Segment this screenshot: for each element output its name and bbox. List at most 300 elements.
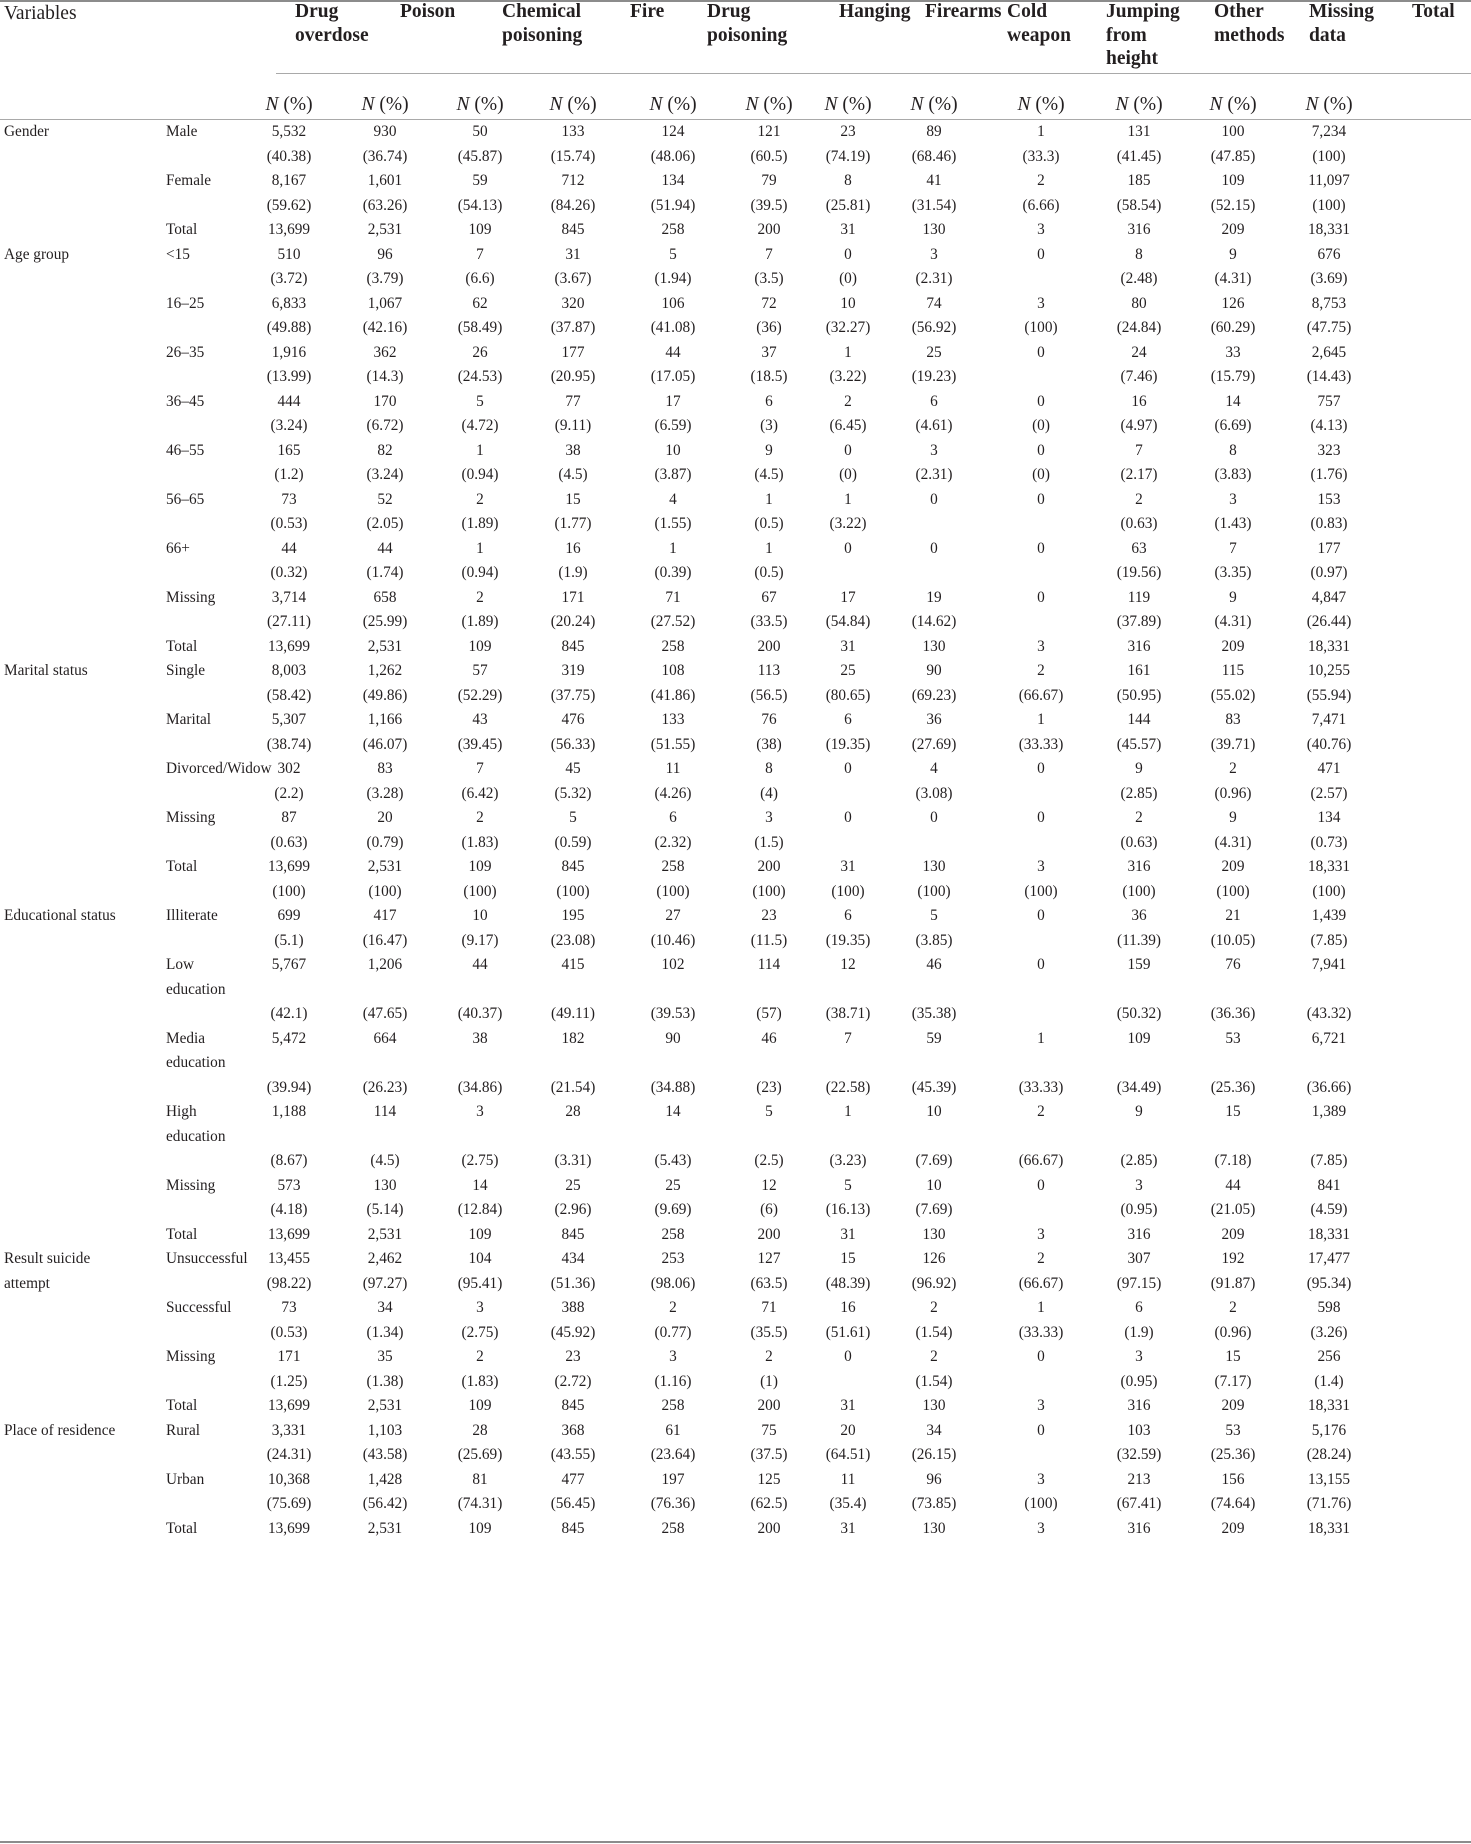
row-label: Illiterate — [166, 907, 218, 924]
count-cell: 510 — [277, 245, 301, 263]
count-cell: 213 — [1127, 1470, 1151, 1488]
row-label: Urban — [166, 1470, 205, 1488]
count-cell: 24 — [1131, 343, 1147, 361]
count-cell: 209 — [1221, 1519, 1245, 1537]
percent-cell: (24.53) — [457, 368, 503, 385]
count-cell: 53 — [1225, 1029, 1241, 1047]
count-cell: 76 — [1225, 956, 1241, 973]
percent-cell: (0.32) — [270, 564, 308, 581]
count-cell: 109 — [1221, 172, 1245, 189]
count-cell: 134 — [1317, 809, 1341, 826]
row-label: education — [166, 1054, 226, 1071]
percent-cell: (47.75) — [1306, 319, 1352, 336]
count-cell: 23 — [565, 1348, 581, 1365]
count-cell: 3 — [1135, 1348, 1143, 1365]
percent-cell: (1.38) — [366, 1372, 404, 1390]
count-cell: 124 — [661, 123, 685, 140]
count-cell: 35 — [377, 1348, 393, 1365]
percent-cell: (36.74) — [362, 147, 408, 165]
percent-cell: (66.67) — [1018, 686, 1064, 704]
count-cell: 15 — [1225, 1103, 1241, 1120]
count-cell: 2 — [765, 1348, 773, 1365]
count-cell: 476 — [561, 711, 585, 728]
count-cell: 316 — [1127, 221, 1151, 238]
count-cell: 113 — [757, 662, 781, 679]
percent-cell: (56.5) — [750, 686, 788, 704]
percent-cell: (32.59) — [1116, 1446, 1162, 1463]
percent-cell: (2.2) — [274, 784, 304, 802]
percent-cell: (3.87) — [654, 466, 692, 483]
percent-cell: (68.46) — [911, 147, 957, 165]
percent-cell: (35.5) — [750, 1323, 788, 1341]
row-label: Missing — [166, 809, 216, 826]
count-cell: 1 — [765, 539, 773, 557]
count-cell: 2 — [1135, 809, 1143, 826]
count-cell: 3 — [765, 809, 773, 826]
count-cell: 0 — [844, 1348, 852, 1365]
percent-cell: (0.63) — [1120, 833, 1158, 851]
count-cell: 845 — [561, 1225, 585, 1243]
percent-cell: (0.73) — [1310, 833, 1348, 851]
percent-cell: (31.54) — [911, 196, 957, 214]
count-cell: 316 — [1127, 637, 1151, 655]
percent-cell: (4.31) — [1214, 270, 1252, 287]
count-cell: 73 — [281, 1299, 297, 1316]
percent-cell: (1.9) — [1124, 1323, 1154, 1341]
count-cell: 2,531 — [367, 858, 403, 875]
count-cell: 200 — [757, 1225, 781, 1243]
percent-cell: (23) — [756, 1078, 782, 1096]
count-cell: 1 — [1037, 711, 1045, 728]
percent-cell: (33.33) — [1018, 735, 1064, 753]
percent-cell: (5.43) — [654, 1152, 692, 1169]
percent-cell: (17.05) — [650, 368, 696, 385]
count-cell: 2 — [930, 1299, 938, 1316]
percent-cell: (22.58) — [825, 1078, 871, 1096]
row-label: Divorced/Widow — [166, 760, 272, 777]
column-header: poisoning — [502, 24, 583, 46]
count-cell: 1,428 — [367, 1470, 403, 1488]
count-cell: 209 — [1221, 1225, 1245, 1243]
percent-cell: (40.37) — [457, 1005, 503, 1022]
count-cell: 5,472 — [271, 1029, 307, 1047]
count-cell: 2,531 — [367, 1519, 403, 1537]
percent-cell: (10.05) — [1210, 931, 1256, 949]
count-cell: 417 — [373, 907, 397, 924]
count-cell: 258 — [661, 1225, 685, 1243]
percent-cell: (51.61) — [825, 1323, 871, 1341]
count-cell: 0 — [1037, 907, 1045, 924]
count-cell: 31 — [565, 245, 581, 263]
count-cell: 3 — [1135, 1176, 1143, 1194]
count-cell: 13,699 — [267, 637, 311, 655]
percent-cell: (6.66) — [1022, 196, 1060, 214]
percent-cell: (100) — [1312, 196, 1346, 214]
count-cell: 699 — [277, 907, 301, 924]
count-cell: 100 — [1221, 123, 1245, 140]
count-cell: 4 — [669, 490, 677, 508]
percent-cell: (97.15) — [1116, 1274, 1162, 1292]
percent-cell: (100) — [1312, 882, 1346, 900]
count-cell: 2 — [476, 809, 484, 826]
count-cell: 0 — [844, 245, 852, 263]
count-cell: 1 — [476, 441, 484, 459]
count-cell: 38 — [472, 1029, 488, 1047]
count-cell: 119 — [1127, 588, 1151, 606]
percent-cell: (47.65) — [362, 1005, 408, 1022]
column-header: Total — [1412, 1, 1455, 22]
group-label: Place of residence — [4, 1421, 116, 1439]
count-cell: 3 — [1037, 1225, 1045, 1243]
percent-cell: (10.46) — [650, 931, 696, 949]
count-cell: 25 — [840, 662, 856, 679]
count-cell: 125 — [757, 1470, 781, 1488]
percent-cell: (37.87) — [550, 319, 596, 336]
percent-cell: (25.69) — [457, 1446, 503, 1463]
percent-cell: (4.97) — [1120, 417, 1158, 434]
count-cell: 316 — [1127, 858, 1151, 875]
percent-cell: (1.25) — [270, 1372, 308, 1390]
count-cell: 6 — [669, 809, 677, 826]
count-cell: 159 — [1127, 956, 1151, 973]
percent-cell: (27.69) — [911, 735, 957, 753]
percent-cell: (0) — [839, 466, 857, 483]
percent-cell: (0.63) — [270, 833, 308, 851]
count-cell: 79 — [761, 172, 777, 189]
count-cell: 106 — [661, 294, 685, 312]
count-cell: 62 — [472, 294, 488, 312]
count-cell: 12 — [840, 956, 856, 973]
column-header: overdose — [295, 24, 369, 46]
percent-cell: (47.85) — [1210, 147, 1256, 165]
count-cell: 5 — [844, 1176, 852, 1194]
count-cell: 0 — [930, 809, 938, 826]
count-cell: 13,699 — [267, 221, 311, 238]
count-cell: 83 — [1225, 711, 1241, 728]
column-header: Missing — [1309, 1, 1375, 22]
percent-cell: (5.32) — [554, 784, 592, 802]
count-cell: 126 — [1221, 294, 1245, 312]
count-cell: 13,699 — [267, 1225, 311, 1243]
count-cell: 7,471 — [1311, 711, 1347, 728]
percent-cell: (0.79) — [366, 833, 404, 851]
count-cell: 4 — [930, 760, 938, 777]
header-bottom-rule — [0, 119, 1471, 120]
count-cell: 0 — [844, 441, 852, 459]
count-cell: 9 — [1229, 809, 1237, 826]
percent-cell: (39.5) — [750, 196, 788, 214]
count-cell: 14 — [1225, 392, 1241, 410]
count-cell: 130 — [373, 1176, 397, 1194]
count-cell: 130 — [922, 1397, 946, 1414]
count-cell: 18,331 — [1307, 1225, 1351, 1243]
percent-cell: (3.67) — [554, 270, 592, 287]
count-cell: 9 — [765, 441, 773, 459]
row-label: Total — [166, 221, 198, 238]
percent-cell: (4.31) — [1214, 833, 1252, 851]
count-cell: 182 — [561, 1029, 585, 1047]
percent-cell: (50.32) — [1116, 1005, 1162, 1022]
count-cell: 72 — [761, 294, 777, 312]
count-cell: 171 — [561, 588, 585, 606]
count-cell: 9 — [1229, 588, 1237, 606]
percent-cell: (51.36) — [550, 1274, 596, 1292]
percent-cell: (4.5) — [558, 466, 588, 483]
percent-cell: (33.33) — [1018, 1078, 1064, 1096]
count-cell: 2 — [844, 392, 852, 410]
count-cell: 2 — [1037, 1103, 1045, 1120]
percent-cell: (1.16) — [654, 1372, 692, 1390]
count-cell: 108 — [661, 662, 685, 679]
percent-cell: (49.88) — [266, 319, 312, 336]
percent-cell: (1.83) — [461, 1372, 499, 1390]
percent-cell: (1.4) — [1314, 1372, 1344, 1390]
count-cell: 388 — [561, 1299, 585, 1316]
percent-cell: (18.5) — [750, 368, 788, 385]
count-cell: 109 — [1127, 1029, 1151, 1047]
count-cell: 1,067 — [367, 294, 403, 312]
count-cell: 209 — [1221, 1397, 1245, 1414]
percent-cell: (0.97) — [1310, 564, 1348, 581]
percent-cell: (66.67) — [1018, 1274, 1064, 1292]
count-cell: 7 — [1229, 539, 1237, 557]
count-cell: 96 — [377, 245, 393, 263]
count-cell: 0 — [844, 539, 852, 557]
percent-cell: (100) — [1122, 882, 1156, 900]
row-label: 36–45 — [166, 392, 205, 410]
percent-cell: (6.45) — [829, 417, 867, 434]
count-cell: 46 — [761, 1029, 777, 1047]
percent-cell: (4.61) — [915, 417, 953, 434]
count-cell: 77 — [565, 392, 581, 410]
count-cell: 1 — [1037, 1299, 1045, 1316]
count-cell: 3 — [1037, 637, 1045, 655]
count-cell: 130 — [922, 1519, 946, 1537]
percent-cell: (25.36) — [1210, 1078, 1256, 1096]
percent-cell: (1.34) — [366, 1323, 404, 1341]
percent-cell: (52.29) — [457, 686, 503, 704]
count-cell: 6 — [1135, 1299, 1143, 1316]
percent-cell: (25.36) — [1210, 1446, 1256, 1463]
column-header: data — [1309, 24, 1346, 46]
percent-cell: (0.96) — [1214, 784, 1252, 802]
percent-cell: (1.89) — [461, 515, 499, 532]
count-cell: 17 — [840, 588, 856, 606]
percent-cell: (28.24) — [1306, 1446, 1352, 1463]
count-cell: 90 — [926, 662, 942, 679]
count-cell: 33 — [1225, 343, 1241, 361]
percent-cell: (3.79) — [366, 270, 404, 287]
percent-cell: (35.4) — [829, 1495, 867, 1512]
row-label: Total — [166, 1397, 198, 1414]
percent-cell: (21.05) — [1210, 1201, 1256, 1218]
group-label: Result suicide — [4, 1250, 91, 1267]
percent-cell: (4.31) — [1214, 613, 1252, 630]
count-cell: 71 — [761, 1299, 777, 1316]
count-cell: 3 — [930, 441, 938, 459]
percent-cell: (1.9) — [558, 564, 588, 581]
count-cell: 25 — [926, 343, 942, 361]
count-cell: 0 — [1037, 392, 1045, 410]
percent-cell: (100) — [1024, 882, 1058, 900]
count-cell: 434 — [561, 1250, 585, 1267]
count-cell: 5,176 — [1311, 1421, 1347, 1439]
row-label: Media — [166, 1029, 206, 1047]
count-cell: 37 — [761, 343, 777, 361]
percent-cell: (26.44) — [1306, 613, 1352, 630]
row-label: Single — [166, 662, 206, 679]
count-cell: 130 — [922, 1225, 946, 1243]
count-cell: 34 — [377, 1299, 393, 1316]
count-cell: 1,916 — [271, 343, 307, 361]
count-cell: 20 — [840, 1421, 856, 1439]
count-cell: 3 — [930, 245, 938, 263]
percent-cell: (49.86) — [362, 686, 408, 704]
count-cell: 8,753 — [1311, 294, 1347, 312]
percent-cell: (20.95) — [550, 368, 596, 385]
row-label: Total — [166, 1519, 198, 1537]
percent-cell: (4.18) — [270, 1201, 308, 1218]
count-cell: 109 — [468, 221, 492, 238]
count-cell: 71 — [665, 588, 681, 606]
count-cell: 109 — [468, 637, 492, 655]
count-cell: 177 — [1317, 539, 1341, 557]
count-cell: 16 — [1131, 392, 1147, 410]
percent-cell: (0.53) — [270, 1323, 308, 1341]
percent-cell: (69.23) — [911, 686, 957, 704]
count-cell: 59 — [472, 172, 488, 189]
count-cell: 16 — [840, 1299, 856, 1316]
count-cell: 46 — [926, 956, 942, 973]
count-cell: 165 — [277, 441, 301, 459]
count-cell: 11 — [665, 760, 681, 777]
np-label: N (%) — [1305, 94, 1353, 115]
row-label: Male — [166, 123, 198, 140]
percent-cell: (100) — [1216, 882, 1250, 900]
row-label: Successful — [166, 1299, 232, 1316]
percent-cell: (98.06) — [650, 1274, 696, 1292]
count-cell: 126 — [922, 1250, 946, 1267]
row-label: 16–25 — [166, 294, 205, 312]
percent-cell: (100) — [752, 882, 786, 900]
count-cell: 0 — [1037, 760, 1045, 777]
count-cell: 307 — [1127, 1250, 1151, 1267]
count-cell: 104 — [468, 1250, 492, 1267]
percent-cell: (2.85) — [1120, 1152, 1158, 1169]
percent-cell: (23.08) — [550, 931, 596, 949]
percent-cell: (34.88) — [650, 1078, 696, 1096]
percent-cell: (0.95) — [1120, 1201, 1158, 1218]
percent-cell: (91.87) — [1210, 1274, 1256, 1292]
count-cell: 17,477 — [1307, 1250, 1351, 1267]
np-label: N (%) — [745, 94, 793, 115]
percent-cell: (13.99) — [266, 368, 312, 385]
count-cell: 845 — [561, 1519, 585, 1537]
count-cell: 31 — [840, 1397, 856, 1414]
count-cell: 87 — [281, 809, 297, 826]
count-cell: 3 — [1037, 221, 1045, 238]
count-cell: 2,531 — [367, 1397, 403, 1414]
count-cell: 200 — [757, 1397, 781, 1414]
count-cell: 31 — [840, 637, 856, 655]
header-divider — [276, 73, 1471, 74]
count-cell: 2 — [1229, 1299, 1237, 1316]
percent-cell: (2.48) — [1120, 270, 1158, 287]
count-cell: 2 — [476, 1348, 484, 1365]
percent-cell: (2.5) — [754, 1152, 784, 1169]
percent-cell: (64.51) — [825, 1446, 871, 1463]
count-cell: 5,307 — [271, 711, 307, 728]
percent-cell: (4) — [760, 784, 778, 802]
percent-cell: (6.72) — [366, 417, 404, 434]
count-cell: 25 — [665, 1176, 681, 1194]
count-cell: 134 — [661, 172, 685, 189]
percent-cell: (54.13) — [457, 196, 503, 214]
column-header: Fire — [630, 1, 665, 22]
percent-cell: (0) — [1032, 417, 1050, 434]
row-label: <15 — [166, 245, 190, 263]
count-cell: 1,601 — [367, 172, 403, 189]
count-cell: 103 — [1127, 1421, 1151, 1439]
count-cell: 2 — [1135, 490, 1143, 508]
count-cell: 45 — [565, 760, 581, 777]
np-label: N (%) — [265, 94, 313, 115]
percent-cell: (41.08) — [650, 319, 696, 336]
column-header: from — [1106, 24, 1147, 46]
percent-cell: (38.71) — [825, 1005, 871, 1022]
count-cell: 197 — [661, 1470, 685, 1488]
percent-cell: (96.92) — [911, 1274, 957, 1292]
column-header: Other — [1214, 1, 1264, 22]
percent-cell: (33.33) — [1018, 1323, 1064, 1341]
count-cell: 21 — [1225, 907, 1241, 924]
count-cell: 13,155 — [1307, 1470, 1351, 1488]
column-header: methods — [1214, 24, 1285, 46]
percent-cell: (19.35) — [825, 735, 871, 753]
percent-cell: (27.52) — [650, 613, 696, 630]
percent-cell: (51.94) — [650, 196, 696, 214]
count-cell: 20 — [377, 809, 393, 826]
percent-cell: (37.5) — [750, 1446, 788, 1463]
row-label: Total — [166, 858, 198, 875]
count-cell: 200 — [757, 1519, 781, 1537]
percent-cell: (3.85) — [915, 931, 953, 949]
count-cell: 18,331 — [1307, 858, 1351, 875]
count-cell: 82 — [377, 441, 393, 459]
percent-cell: (1.54) — [915, 1372, 953, 1390]
percent-cell: (39.53) — [650, 1005, 696, 1022]
count-cell: 8,003 — [271, 662, 307, 679]
percent-cell: (35.38) — [911, 1005, 957, 1022]
percent-cell: (46.07) — [362, 735, 408, 753]
count-cell: 109 — [468, 1397, 492, 1414]
count-cell: 573 — [277, 1176, 301, 1194]
count-cell: 3 — [669, 1348, 677, 1365]
percent-cell: (1.74) — [366, 564, 404, 581]
count-cell: 63 — [1131, 539, 1147, 557]
percent-cell: (62.5) — [750, 1495, 788, 1512]
percent-cell: (0.95) — [1120, 1372, 1158, 1390]
percent-cell: (55.02) — [1210, 686, 1256, 704]
count-cell: 0 — [1037, 343, 1045, 361]
column-header: Drug — [295, 1, 339, 22]
row-label: Low — [166, 956, 195, 973]
count-cell: 0 — [930, 539, 938, 557]
percent-cell: (3.24) — [366, 466, 404, 483]
percent-cell: (100) — [1024, 1495, 1058, 1512]
np-label: N (%) — [456, 94, 504, 115]
percent-cell: (95.41) — [457, 1274, 503, 1292]
